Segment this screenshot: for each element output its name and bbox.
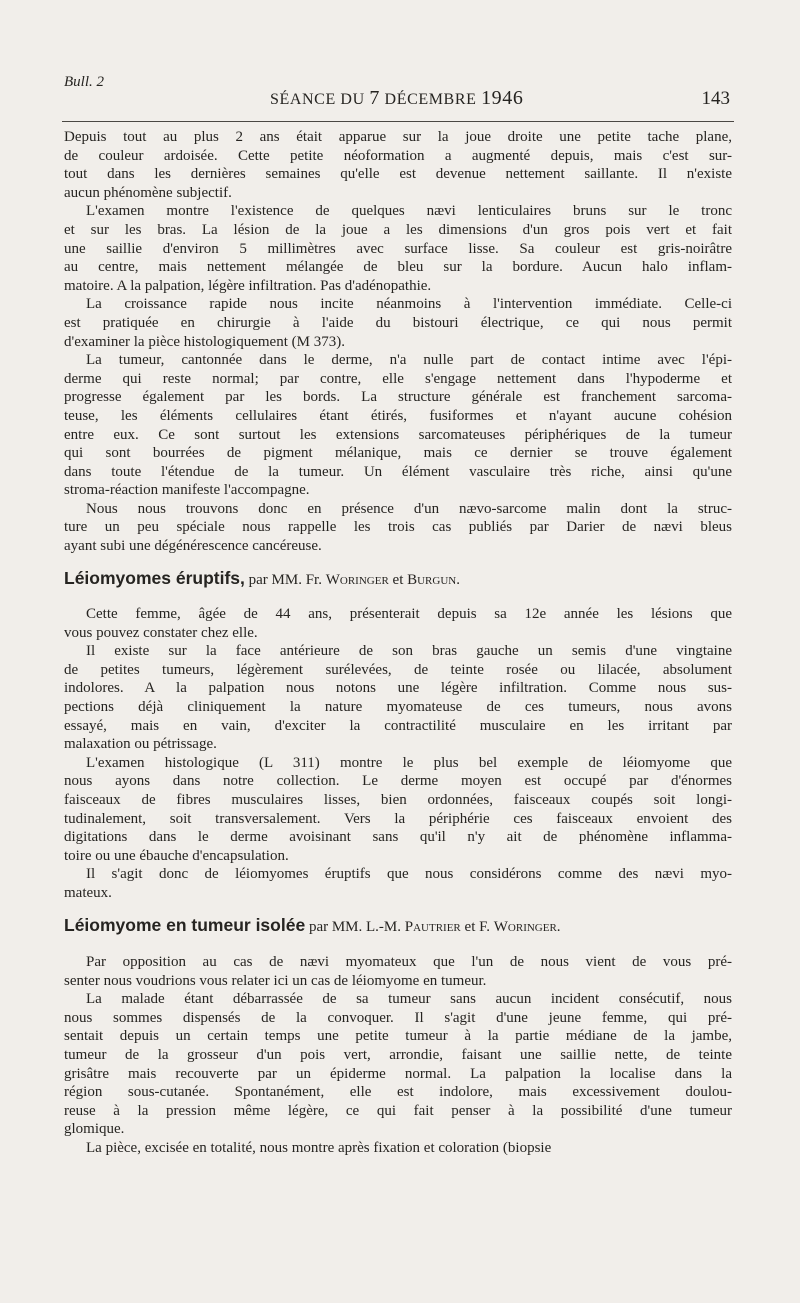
- text-line: senter nous voudrions vous relater ici un cas de léiomyome en tumeur.: [64, 972, 487, 989]
- text-line: progresse également par les bords. La structure générale est franchement sarcoma-: [64, 389, 732, 406]
- text-line: glomique.: [64, 1121, 125, 1138]
- text-line: Par opposition au cas de nævi myomateux que l'un de nous vient de vous pré-: [86, 954, 732, 970]
- text-line: ayant subi une dégénérescence cancéreuse.: [64, 538, 322, 555]
- text-line: derme qui reste normal; par contre, elle s'engage nettement dans l'hypoderme et: [64, 370, 732, 387]
- section-title-end: .: [456, 572, 460, 588]
- section-title-and: et F.: [460, 919, 494, 935]
- section-title-text: Léiomyome en tumeur isolée: [64, 915, 306, 935]
- author-name: Woringer: [325, 572, 389, 588]
- bulletin-label: Bull. 2: [64, 74, 104, 90]
- header-rule: [62, 121, 734, 122]
- text-line: dans toute l'étendue de la tumeur. Un élément vasculaire très riche, ainsi qu'une: [64, 463, 732, 480]
- text-line: vous pouvez constater chez elle.: [64, 624, 258, 641]
- text-line: grisâtre mais recouverte par un épiderme normal. La palpation la localise dans la: [64, 1065, 732, 1082]
- paragraph-block-1: [64, 128, 732, 556]
- text-line: L'examen histologique (L 311) montre le plus bel exemple de léiomyome que: [86, 754, 732, 771]
- text-line: Cette femme, âgée de 44 ans, présenterait depuis sa 12e année les lésions que: [86, 606, 732, 622]
- header-year: 1946: [481, 87, 524, 109]
- text-line: indolores. A la palpation nous notons une légère infiltration. Comme nous sus-: [64, 680, 732, 697]
- text-line: nous ayons dans notre collection. Le derme moyen est occupé par d'énormes: [64, 773, 732, 790]
- text-line: une saillie d'environ 5 millimètres avec surface lisse. Sa couleur est gris-noirâtre: [64, 240, 732, 257]
- running-header: [270, 87, 523, 110]
- author-name: Woringer: [493, 919, 557, 935]
- section-title-by: par MM. Fr.: [244, 572, 326, 588]
- section-title-leiomyomes-eruptifs: [64, 568, 460, 589]
- text-line: La croissance rapide nous incite néanmoins à l'intervention immédiate. Celle-ci: [86, 296, 732, 313]
- text-line: malaxation ou pétrissage.: [64, 736, 217, 753]
- text-line: Nous nous trouvons donc en présence d'un nævo-sarcome malin dont la struc-: [86, 500, 732, 517]
- paragraph-block-2: [64, 605, 732, 903]
- text-line: et sur les bras. La lésion de la joue a les dimensions d'un gros pois vert et fait: [64, 221, 732, 238]
- text-line: région sous-cutanée. Spontanément, elle est indolore, mais excessivement doulou-: [64, 1084, 732, 1101]
- text-line: toire ou une ébauche d'encapsulation.: [64, 847, 289, 864]
- page-number: 143: [701, 88, 730, 109]
- text-line: ture un peu spéciale nous rappelle les trois cas publiés par Darier de nævi bleus: [64, 519, 732, 536]
- text-line: Il s'agit donc de léiomyomes éruptifs que nous considérons comme des nævi myo-: [86, 866, 732, 883]
- text-line: de couleur ardoisée. Cette petite néoformation a augmenté depuis, mais c'est sur-: [64, 147, 732, 164]
- text-line: tumeur de la grosseur d'un pois vert, arrondie, faisant une saillie nette, de teinte: [64, 1046, 732, 1063]
- text-line: faisceaux de fibres musculaires lisses, bien ordonnées, faisceaux coupés soit longi-: [64, 791, 732, 808]
- text-line: au centre, mais nettement mélangée de bleu sur la bordure. Aucun halo inflam-: [64, 259, 732, 276]
- text-line: d'examiner la pièce histologiquement (M 373).: [64, 333, 345, 350]
- header-prefix: SÉANCE DU: [270, 91, 370, 108]
- text-line: reuse à la pression même légère, ce qui fait penser à la possibilité d'une tumeur: [64, 1102, 732, 1119]
- text-line: La tumeur, cantonnée dans le derme, n'a nulle part de contact intime avec l'épi-: [86, 352, 732, 369]
- text-line: est pratiquée en chirurgie à l'aide du bistouri électrique, ce qui nous permit: [64, 314, 732, 331]
- text-line: essayé, mais en vain, d'exciter la contractilité musculaire en les irritant par: [64, 717, 732, 734]
- section-title-and: et: [388, 572, 408, 588]
- author-name: Burgun: [407, 572, 457, 588]
- section-title-leiomyome-tumeur-isolee: [64, 915, 561, 936]
- text-line: sentait depuis un certain temps une petite tumeur à la partie médiane de la jambe,: [64, 1028, 732, 1045]
- text-line: matoire. A la palpation, légère infiltration. Pas d'adénopathie.: [64, 277, 432, 294]
- section-title-by: par MM. L.-M.: [305, 919, 405, 935]
- paragraph-block-3: [64, 953, 732, 1158]
- text-line: teuse, les éléments cellulaires étant étirés, fusiformes et n'ayant aucune cohésion: [64, 407, 732, 424]
- text-line: tout dans les dernières semaines qu'elle est devenue nettement saillante. Il n'existe: [64, 166, 732, 183]
- text-line: Il existe sur la face antérieure de son bras gauche un semis d'une vingtaine: [86, 643, 732, 660]
- header-day: 7: [369, 87, 380, 109]
- text-line: Depuis tout au plus 2 ans était apparue sur la joue droite une petite tache plane,: [64, 129, 732, 145]
- text-line: La pièce, excisée en totalité, nous montre après fixation et coloration (biopsie: [86, 1139, 552, 1156]
- text-line: entre eux. Ce sont surtout les extensions sarcomateuses périphériques de la tumeur: [64, 426, 732, 443]
- author-name: Pautrier: [404, 919, 461, 935]
- section-title-end: .: [556, 919, 561, 935]
- header-month: DÉCEMBRE: [379, 91, 482, 108]
- text-line: stroma-réaction manifeste l'accompagne.: [64, 482, 310, 499]
- section-title-text: Léiomyomes éruptifs,: [64, 568, 245, 588]
- text-line: aucun phénomène subjectif.: [64, 184, 232, 201]
- text-line: mateux.: [64, 884, 112, 901]
- text-line: nous sommes dispensés de la convoquer. Il s'agit d'une jeune femme, qui pré-: [64, 1009, 732, 1026]
- text-line: de petites tumeurs, légèrement surélevées, de teinte rosée ou lilacée, absolument: [64, 661, 732, 678]
- text-line: digitations dans le derme avoisinant sans qu'il n'y ait de phénomène inflamma-: [64, 829, 732, 846]
- text-line: L'examen montre l'existence de quelques nævi lenticulaires bruns sur le tronc: [86, 203, 732, 220]
- text-line: La malade étant débarrassée de sa tumeur sans aucun incident consécutif, nous: [86, 991, 732, 1008]
- text-line: qui sont bourrées de pigment mélanique, mais ce dernier se trouve également: [64, 445, 732, 462]
- text-line: tudinalement, soit transversalement. Vers la périphérie ces faisceaux envoient des: [64, 810, 732, 827]
- text-line: pections déjà cliniquement la nature myomateuse de ces tumeurs, nous avons: [64, 698, 732, 715]
